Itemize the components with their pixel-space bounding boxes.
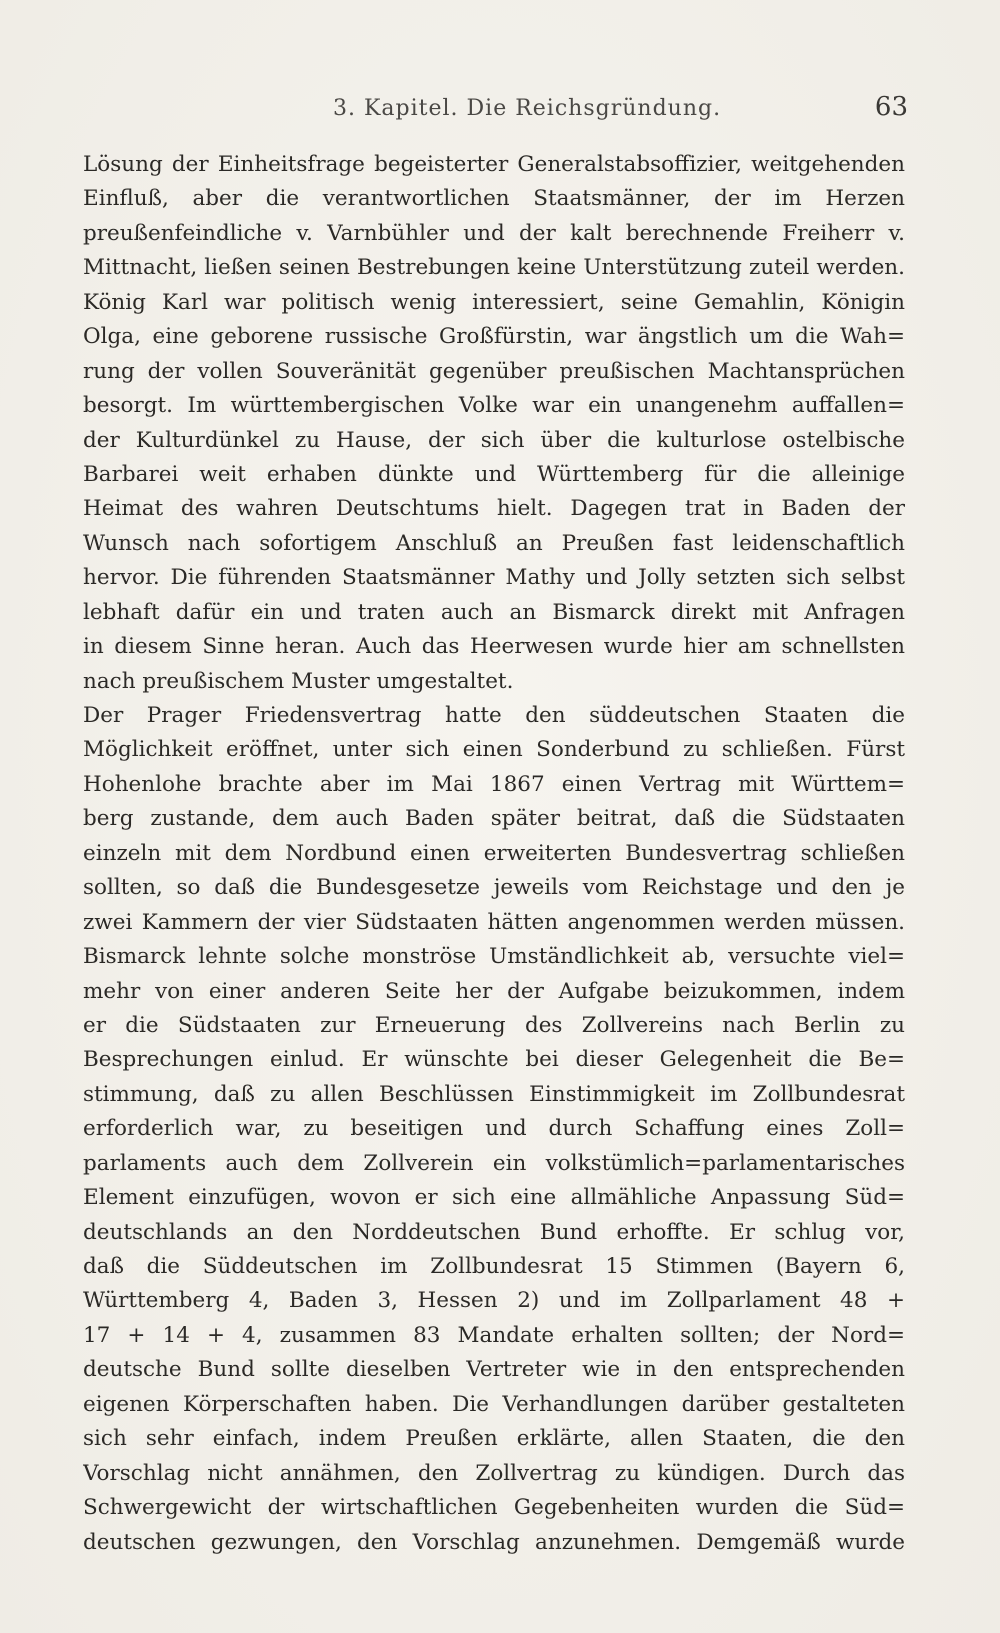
text-line: eigenen Körperschaften haben. Die Verhandlungen darüber gestalteten — [83, 1391, 905, 1417]
text-line: berg zustande, dem auch Baden später beitrat, daß die Südstaaten — [83, 806, 905, 832]
text-line: besorgt. Im württembergischen Volke war ein unangenehm auffallen= — [83, 393, 905, 419]
text-line: deutschen gezwungen, den Vorschlag anzunehmen. Demgemäß wurde — [83, 1529, 905, 1555]
text-line: Olga, eine geborene russische Großfürstin, war ängstlich um die Wah= — [83, 324, 905, 350]
text-line: Bismarck lehnte solche monströse Umständlichkeit ab, versuchte viel= — [83, 944, 905, 970]
text-line: parlaments auch dem Zollverein ein volkstümlich=parlamentarisches — [83, 1150, 905, 1176]
body-text — [83, 148, 905, 1560]
text-line: Mittnacht, ließen seinen Bestrebungen keine Unterstützung zuteil werden. — [83, 255, 905, 281]
text-line: rung der vollen Souveränität gegenüber preußischen Machtansprüchen — [83, 358, 905, 384]
text-line: sollten, so daß die Bundesgesetze jeweils vom Reichstage und den je — [83, 875, 905, 901]
text-line: lebhaft dafür ein und traten auch an Bismarck direkt mit Anfragen — [83, 599, 905, 625]
text-line: Möglichkeit eröffnet, unter sich einen Sonderbund zu schließen. Fürst — [83, 737, 905, 763]
text-line: erforderlich war, zu beseitigen und durch Schaffung eines Zoll= — [83, 1116, 905, 1142]
text-line: Heimat des wahren Deutschtums hielt. Dagegen trat in Baden der — [83, 496, 905, 522]
text-line: König Karl war politisch wenig interessiert, seine Gemahlin, Königin — [83, 289, 905, 315]
text-line: Wunsch nach sofortigem Anschluß an Preußen fast leidenschaftlich — [83, 530, 905, 556]
text-line: Einfluß, aber die verantwortlichen Staatsmänner, der im Herzen — [83, 186, 905, 212]
text-line: deutsche Bund sollte dieselben Vertreter wie in den entsprechenden — [83, 1357, 905, 1383]
text-line: Der Prager Friedensvertrag hatte den süddeutschen Staaten die — [83, 703, 905, 728]
text-line: nach preußischem Muster umgestaltet. — [83, 668, 514, 694]
text-line: er die Südstaaten zur Erneuerung des Zollvereins nach Berlin zu — [83, 1012, 905, 1038]
text-line: hervor. Die führenden Staatsmänner Mathy und Jolly setzten sich selbst — [83, 565, 905, 591]
text-line: sich sehr einfach, indem Preußen erklärte, allen Staaten, die den — [83, 1426, 905, 1452]
text-line: einzeln mit dem Nordbund einen erweiterten Bundesvertrag schließen — [83, 840, 905, 866]
running-title: 3. Kapitel. Die Reichsgründung. — [333, 96, 722, 121]
text-line: 17 + 14 + 4, zusammen 83 Mandate erhalten sollten; der Nord= — [83, 1322, 905, 1348]
text-line: Schwergewicht der wirtschaftlichen Gegebenheiten wurden die Süd= — [83, 1495, 905, 1521]
text-line: deutschlands an den Norddeutschen Bund erhoffte. Er schlug vor, — [83, 1219, 905, 1245]
text-line: zwei Kammern der vier Südstaaten hätten angenommen werden müssen. — [83, 909, 905, 935]
text-line: Element einzufügen, wovon er sich eine allmähliche Anpassung Süd= — [83, 1185, 905, 1211]
text-line: mehr von einer anderen Seite her der Aufgabe beizukommen, indem — [83, 978, 905, 1004]
text-line: Lösung der Einheitsfrage begeisterter Generalstabsoffizier, weitgehenden — [83, 152, 905, 177]
text-line: Besprechungen einlud. Er wünschte bei dieser Gelegenheit die Be= — [83, 1047, 905, 1073]
text-line: Vorschlag nicht annähmen, den Zollvertrag zu kündigen. Durch das — [83, 1460, 905, 1486]
text-line: Württemberg 4, Baden 3, Hessen 2) und im Zollparlament 48 + — [83, 1288, 905, 1314]
text-line: der Kulturdünkel zu Hause, der sich über die kulturlose ostelbische — [83, 427, 905, 453]
text-line: Barbarei weit erhaben dünkte und Württemberg für die alleinige — [83, 461, 905, 487]
page-number: 63 — [874, 92, 908, 122]
text-line: stimmung, daß zu allen Beschlüssen Einstimmigkeit im Zollbundesrat — [83, 1081, 905, 1107]
page-header — [83, 92, 908, 132]
text-line: daß die Süddeutschen im Zollbundesrat 15 Stimmen (Bayern 6, — [83, 1254, 905, 1279]
text-line: Hohenlohe brachte aber im Mai 1867 einen Vertrag mit Württem= — [83, 771, 905, 797]
text-line: preußenfeindliche v. Varnbühler und der kalt berechnende Freiherr v. — [83, 220, 905, 246]
text-line: in diesem Sinne heran. Auch das Heerwesen wurde hier am schnellsten — [83, 634, 905, 660]
